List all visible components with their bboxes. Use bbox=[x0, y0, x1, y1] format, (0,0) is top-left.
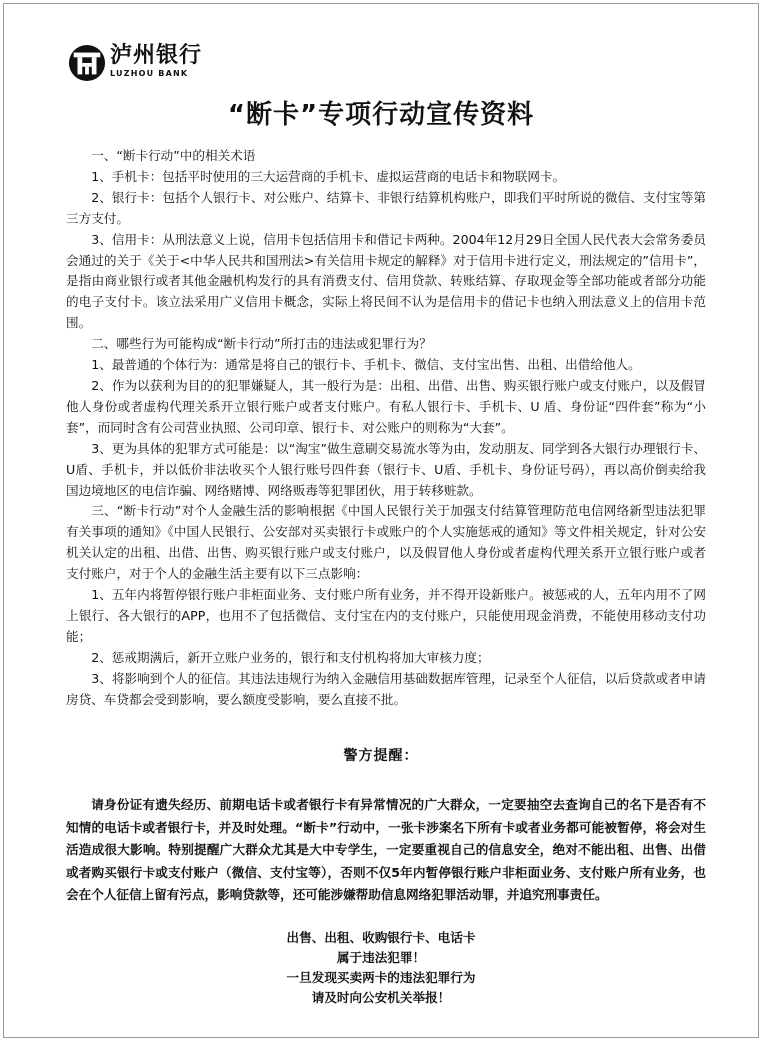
paragraph: 1、最普通的个体行为：通常是将自己的银行卡、手机卡、微信、支付宝出售、出租、出借给他人。 bbox=[91, 357, 641, 373]
section-heading: 一、“断卡行动”中的相关术语 bbox=[91, 148, 256, 163]
slogan-line: 一旦发现买卖两卡的违法犯罪行为 bbox=[286, 970, 476, 985]
luzhou-bank-logo-icon bbox=[68, 44, 106, 82]
bank-logo bbox=[68, 44, 288, 88]
paragraph: 2、惩戒期满后，新开立账户业务的，银行和支付机构将加大审核力度； bbox=[91, 649, 490, 665]
bank-name-en: LUZHOU BANK bbox=[110, 69, 189, 78]
paragraph: 1、五年内将暂停银行账户非柜面业务、支付账户所有业务，并不得开设新账户。被惩戒的人，五年内用不了网上银行、各大银行的APP，也用不了包括微信、支付宝在内的支付账户，只能使用现金消费，不能使用移动支付功能； bbox=[66, 587, 706, 644]
paragraph: 2、银行卡：包括个人银行卡、对公账户、结算卡、非银行结算机构账户，即我们平时所说的微信、支付宝等第三方支付。 bbox=[66, 189, 706, 226]
slogan-line: 请及时向公安机关举报！ bbox=[311, 990, 451, 1005]
slogan-line: 出售、出租、收购银行卡、电话卡 bbox=[286, 930, 476, 945]
paragraph: 1、手机卡：包括平时使用的三大运营商的手机卡、虚拟运营商的电话卡和物联网卡。 bbox=[91, 168, 566, 184]
document-page bbox=[3, 3, 759, 1038]
paragraph: 2、作为以获利为目的的犯罪嫌疑人，其一般行为是：出租、出借、出售、购买银行账户或支付账户，以及假冒他人身份或者虚构代理关系开立银行账户或者支付账户。有私人银行卡、手机卡、U 盾、身份证“四件套”称为“小套”，而同时含有公司营业执照、公司印章、银行卡、对公账户的则称为“大套”。 bbox=[66, 377, 706, 435]
warning-title: 警方提醒： bbox=[343, 748, 419, 764]
document-title: “断卡”专项行动宣传资料 bbox=[227, 100, 535, 130]
slogans bbox=[4, 928, 758, 1008]
section-heading: 三、“断卡行动”对个人金融生活的影响根据《中国人民银行关于加强支付结算管理防范电信网络新型违法犯罪有关事项的通知》《中国人民银行、公安部对买卖银行卡或账户的个人实施惩戒的通知》等文件相关规定，针对公安机关认定的出租、出借、出售、购买银行账户或支付账户，以及假冒他人身份或者虚构代理关系开立银行账户或者支付账户，对于个人的金融生活主要有以下三点影响： bbox=[66, 503, 706, 582]
paragraph: 3、更为具体的犯罪方式可能是：以“淘宝”做生意刷交易流水等为由，发动朋友、同学到各大银行办理银行卡、U盾、手机卡，并以低价非法收买个人银行账号四件套（银行卡、U盾、手机卡、身份证号码），再以高价倒卖给我国边境地区的电信诈骗、网络赌博、网络贩毒等犯罪团伙，用于转移赃款。 bbox=[66, 440, 706, 498]
slogan-line: 属于违法犯罪！ bbox=[336, 950, 426, 965]
paragraph: 3、将影响到个人的征信。其违法违规行为纳入金融信用基础数据库管理，记录至个人征信，以后贷款或者申请房贷、车贷都会受到影响，要么额度受影响，要么直接不批。 bbox=[66, 670, 706, 707]
section-heading: 二、哪些行为可能构成“断卡行动”所打击的违法或犯罪行为？ bbox=[91, 336, 432, 352]
paragraph: 3、信用卡：从刑法意义上说，信用卡包括信用卡和借记卡两种。2004年12月29日全国人民代表大会常务委员会通过的关于《关于<中华人民共和国刑法>有关信用卡规定的解释》对于信用卡进行定义，刑法规定的”信用卡”，是指由商业银行或者其他金融机构发行的具有消费支付、信用贷款、转账结算、存取现金等全部功能或者部分功能的电子支付卡。该立法采用广义信用卡概念，实际上将民间不认为是信用卡的借记卡也纳入刑法意义上的信用卡范围。 bbox=[66, 231, 706, 331]
bank-name-cn: 泸州银行 bbox=[110, 43, 203, 68]
document-body bbox=[66, 146, 706, 710]
warning-text: 请身份证有遗失经历、前期电话卡或者银行卡有异常情况的广大群众，一定要抽空去查询自己的名下是否有不知情的电话卡或者银行卡，并及时处理。“断卡”行动中，一张卡涉案名下所有卡或者业务都可能被暂停，将会对生活造成很大影响。特别提醒广大群众尤其是大中专学生，一定要重视自己的信息安全，绝对不能出租、出售、出借或者购买银行卡或支付账户（微信、支付宝等），否则不仅5年内暂停银行账户非柜面业务、支付账户所有业务，也会在个人征信上留有污点，影响贷款等，还可能涉嫌帮助信息网络犯罪活动罪，并追究刑事责任。 bbox=[66, 797, 706, 902]
